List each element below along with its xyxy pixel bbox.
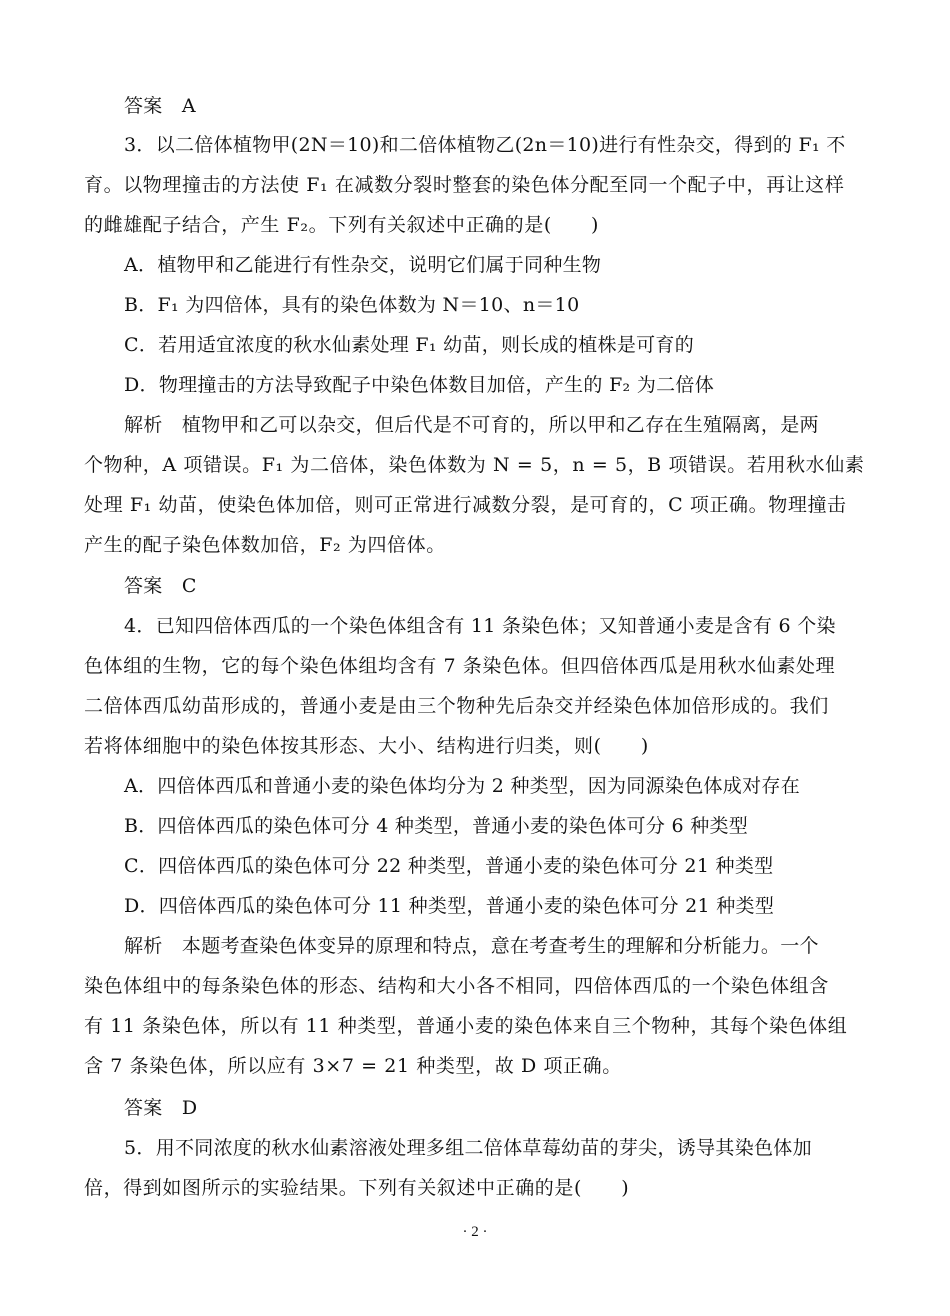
page-number: · 2 · bbox=[462, 1224, 488, 1240]
text-line: 解析 本题考查染色体变异的原理和特点，意在考查考生的理解和分析能力。一个 bbox=[124, 935, 819, 957]
text-line: 二倍体西瓜幼苗形成的，普通小麦是由三个物种先后杂交并经染色体加倍形成的。我们 bbox=[84, 695, 829, 717]
text-line: 答案 A bbox=[124, 95, 196, 117]
text-line: A．四倍体西瓜和普通小麦的染色体均分为 2 种类型，因为同源染色体成对存在 bbox=[124, 775, 800, 797]
text-line: 答案 D bbox=[124, 1097, 198, 1119]
text-line: 产生的配子染色体数加倍，F₂ 为四倍体。 bbox=[84, 534, 446, 556]
text-line: 5．用不同浓度的秋水仙素溶液处理多组二倍体草莓幼苗的芽尖，诱导其染色体加 bbox=[124, 1137, 812, 1159]
text-line: 处理 F₁ 幼苗，使染色体加倍，则可正常进行减数分裂，是可育的，C 项正确。物理撞击 bbox=[84, 494, 847, 516]
text-line: 答案 C bbox=[124, 575, 197, 597]
text-line: 含 7 条染色体，所以应有 3×7 = 21 种类型，故 D 项正确。 bbox=[84, 1055, 622, 1077]
text-line: 有 11 条染色体，所以有 11 种类型，普通小麦的染色体来自三个物种，其每个染色体组 bbox=[84, 1015, 848, 1037]
text-line: 染色体组中的每条染色体的形态、结构和大小各不相同，四倍体西瓜的一个染色体组含 bbox=[84, 975, 829, 997]
text-line: 的雌雄配子结合，产生 F₂。下列有关叙述中正确的是( ) bbox=[84, 214, 600, 236]
text-line: 色体组的生物，它的每个染色体组均含有 7 条染色体。但四倍体西瓜是用秋水仙素处理 bbox=[84, 655, 836, 677]
text-line: 若将体细胞中的染色体按其形态、大小、结构进行归类，则( ) bbox=[84, 735, 649, 757]
text-line: 个物种，A 项错误。F₁ 为二倍体，染色体数为 N = 5，n = 5，B 项错误。若用秋水仙素 bbox=[84, 454, 865, 476]
text-line: D．物理撞击的方法导致配子中染色体数目加倍，产生的 F₂ 为二倍体 bbox=[124, 374, 715, 396]
text-line: B．F₁ 为四倍体，具有的染色体数为 N＝10、n＝10 bbox=[124, 294, 580, 316]
text-line: A．植物甲和乙能进行有性杂交，说明它们属于同种生物 bbox=[124, 254, 602, 276]
text-line: D．四倍体西瓜的染色体可分 11 种类型，普通小麦的染色体可分 21 种类型 bbox=[124, 895, 775, 917]
text-line: 4．已知四倍体西瓜的一个染色体组含有 11 条染色体；又知普通小麦是含有 6 个染 bbox=[124, 615, 836, 637]
text-line: 3．以二倍体植物甲(2N＝10)和二倍体植物乙(2n＝10)进行有性杂交，得到的 F₁ 不 bbox=[124, 134, 846, 156]
text-line: C．四倍体西瓜的染色体可分 22 种类型，普通小麦的染色体可分 21 种类型 bbox=[124, 855, 774, 877]
text-line: C．若用适宜浓度的秋水仙素处理 F₁ 幼苗，则长成的植株是可育的 bbox=[124, 334, 695, 356]
text-line: 倍，得到如图所示的实验结果。下列有关叙述中正确的是( ) bbox=[84, 1177, 630, 1199]
text-line: 解析 植物甲和乙可以杂交，但后代是不可育的，所以甲和乙存在生殖隔离，是两 bbox=[124, 414, 819, 436]
text-line: B．四倍体西瓜的染色体可分 4 种类型，普通小麦的染色体可分 6 种类型 bbox=[124, 815, 749, 837]
text-line: 育。以物理撞击的方法使 F₁ 在减数分裂时整套的染色体分配至同一个配子中，再让这样 bbox=[84, 174, 845, 196]
